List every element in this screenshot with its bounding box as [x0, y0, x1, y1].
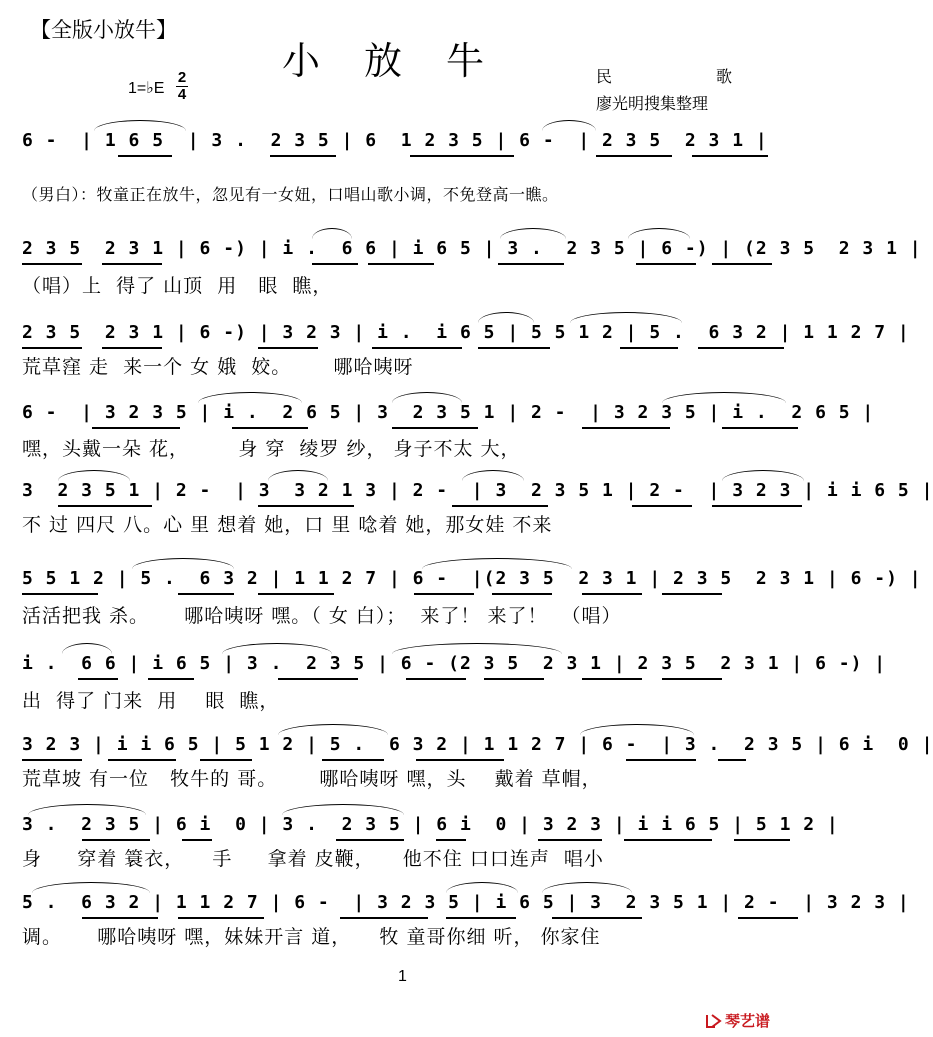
time-signature-top: 2 — [177, 69, 187, 86]
time-signature-bottom: 4 — [177, 86, 187, 103]
site-logo — [706, 1010, 770, 1031]
notation-line: 2 3 5 2 3 1 | 6 -) | 3 2 3 | i . i 6 5 | 5 5 1 2 | 5 . 6 3 2 | 1 1 2 7 | — [22, 322, 910, 343]
site-logo-text: 琴艺谱 — [725, 1013, 771, 1030]
time-signature — [176, 70, 188, 103]
score-row-2 — [22, 226, 922, 270]
score-row-5 — [22, 468, 933, 512]
notation-line: 6 - | 1 6 5 | 3 . 2 3 5 | 6 1 2 3 5 | 6 - | 2 3 5 2 3 1 | — [22, 130, 768, 151]
song-title: 小放牛 — [282, 39, 529, 83]
score-row-10 — [22, 880, 910, 924]
notation-line: 3 . 2 3 5 | 6 i 0 | 3 . 2 3 5 | 6 i 0 | 3 2 3 | i i 6 5 | 5 1 2 | — [22, 814, 839, 835]
notation-line: i . 6 6 | i 6 5 | 3 . 2 3 5 | 6 - (2 3 5 2 3 1 | 2 3 5 2 3 1 | 6 -) | — [22, 653, 887, 674]
lyric-line-7: 荒草坡 有一位 牧牛的 哥。 哪哈咦呀 嘿，头 戴着 草帽， — [22, 768, 602, 790]
score-row-8 — [22, 722, 933, 766]
page-number: 1 — [398, 968, 407, 985]
lyric-line-2: 荒草窪 走 来一个 女 娥 姣。 哪哈咦呀 — [22, 356, 414, 378]
music-logo-icon — [706, 1014, 722, 1028]
score-row-1 — [22, 118, 804, 162]
notation-line: 3 2 3 | i i 6 5 | 5 1 2 | 5 . 6 3 2 | 1 1 2 7 | 6 - | 3 . 2 3 5 | 6 i 0 | — [22, 734, 933, 755]
credit-arranger: 廖光明搜集整理 — [596, 94, 709, 113]
lyric-line-1: （唱）上 得了 山顶 用 眼 瞧， — [22, 275, 333, 297]
lyric-line-5: 活活把我 杀。 哪哈咦呀 嘿。（ 女 白）； 来了！ 来了！ （唱） — [22, 605, 622, 627]
credit-genre: 民歌 — [596, 67, 837, 86]
key-signature: 1=♭E — [128, 80, 165, 97]
lyric-line-3: 嘿，头戴一朵 花， 身 穿 绫罗 纱， 身子不太 大， — [22, 438, 521, 460]
lyric-line-6: 出 得了 门来 用 眼 瞧， — [22, 690, 280, 712]
notation-line: 2 3 5 2 3 1 | 6 -) | i . 6 6 | i 6 5 | 3 . 2 3 5 | 6 -) | (2 3 5 2 3 1 | — [22, 238, 922, 259]
lyric-line-4: 不 过 四尺 八。心 里 想着 她，口 里 唸着 她，那女娃 不来 — [22, 514, 553, 536]
score-row-7 — [22, 641, 887, 685]
score-row-4 — [22, 390, 875, 434]
notation-line: 5 . 6 3 2 | 1 1 2 7 | 6 - | 3 2 3 5 | i 6 5 | 3 2 3 5 1 | 2 - | 3 2 3 | — [22, 892, 910, 913]
score-row-6 — [22, 556, 922, 600]
version-tag: 【全版小放牛】 — [30, 18, 177, 42]
lyric-line-8: 身 穿着 簑衣， 手 拿着 皮鞭， 他不住 口口连声 唱小 — [22, 848, 604, 870]
notation-line: 5 5 1 2 | 5 . 6 3 2 | 1 1 2 7 | 6 - |(2 3 5 2 3 1 | 2 3 5 2 3 1 | 6 -) | — [22, 568, 922, 589]
score-row-3 — [22, 310, 910, 354]
notation-line: 6 - | 3 2 3 5 | i . 2 6 5 | 3 2 3 5 1 | 2 - | 3 2 3 5 | i . 2 6 5 | — [22, 402, 875, 423]
speech-male: （男白）：牧童正在放牛，忽见有一女妞，口唱山歌小调，不免登高一瞧。 — [22, 185, 559, 204]
lyric-line-9: 调。 哪哈咦呀 嘿，妹妹开言 道， 牧 童哥你细 听， 你家住 — [22, 926, 601, 948]
score-row-9 — [22, 802, 839, 846]
notation-line: 3 2 3 5 1 | 2 - | 3 3 2 1 3 | 2 - | 3 2 3 5 1 | 2 - | 3 2 3 | i i 6 5 | — [22, 480, 933, 501]
